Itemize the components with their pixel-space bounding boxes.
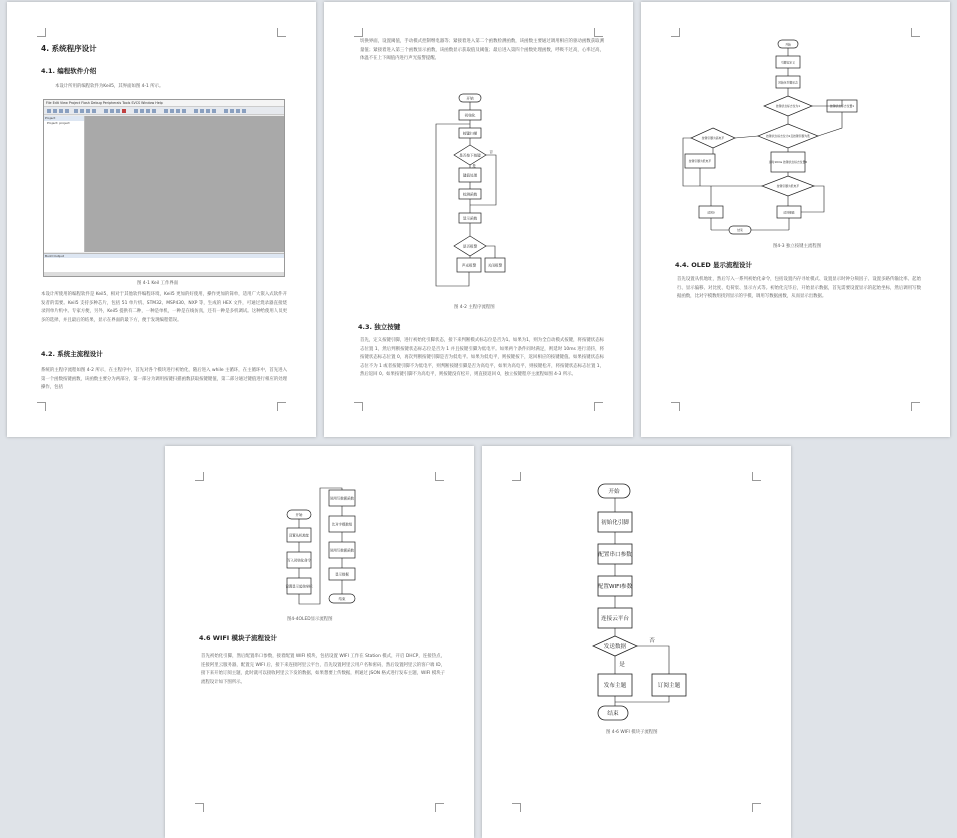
margin-mark <box>911 402 920 411</box>
document-page-1[interactable] <box>7 2 316 437</box>
flow-low-label: 按键引脚为低电平 <box>688 159 712 163</box>
paragraph: 首先设置从机地址，然后写入一系列初始化命令，包括设置内存寻址模式、设置显示时钟分频因子、设置多路传输比率、起始行、显示偏移、对比度、电荷泵、显示方式等。初始化完毕后，开始显示数据，首先需要设置显示的起始坐标，然后调用写数据函数，比对字模数组找到显示的字模，调用写数据函数，从而显示出数据。 <box>677 277 921 300</box>
document-page-4[interactable] <box>165 446 474 838</box>
flow-define-label: 引脚宏定义 <box>781 60 795 65</box>
flow-alarm-judge-label: 是否报警 <box>462 244 478 249</box>
flow-write-cmd-label: 写入初始化命令 <box>287 558 311 563</box>
flow-subscribe-label: 订阅主题 <box>657 683 681 689</box>
keil-editor-area <box>85 116 284 252</box>
keil-toolbar <box>44 107 284 115</box>
flow-compare-label: 比对字模数组 <box>331 522 353 527</box>
margin-mark <box>37 28 46 37</box>
flow-end-label: 结束 <box>607 711 619 717</box>
paragraph: 首先初始化引脚，然后配置串口参数，接着配置 WIFI 模块，包括设置 WIFI 工作在 Station 模式，开启 DHCP，连接热点，连接阿里云服务器，配置完 WIFI 后，接下来连接阿里云平台，首先设置阿里云用户名和密码，然后设置阿里云的客户端 ID，接下来开始订阅主题，此时就可以接收阿里云下发的数据，如果想要上传数据，则通过 JSON 格式进行发布主题，WIFI 模块子流程设计如下图所示。 <box>201 654 445 685</box>
flow-no-alarm-label: 关闭报警 <box>487 263 503 268</box>
margin-mark <box>195 803 204 812</box>
project-tree-item: Project: project <box>47 121 70 125</box>
flow-start-label: 开始 <box>785 42 791 47</box>
figure-caption: 图4-3 独立按键主流程图 <box>773 244 822 249</box>
flow-ret0-label: 返回0 <box>707 210 715 215</box>
flow-key-label: 按键扫描 <box>462 131 478 136</box>
heading-4-4: 4.4. OLED 显示流程设计 <box>675 261 753 269</box>
margin-mark <box>195 472 204 481</box>
flow-yes-label: 是 <box>619 662 625 668</box>
keil-screenshot <box>43 99 285 277</box>
figure-caption: 图 4-1 Keil 工作界面 <box>137 281 179 286</box>
keil-build-output <box>44 253 284 273</box>
paragraph: 首先，定义按键引脚，进行初始化引脚状态，接下来判断模式标志位是否为1。如果为1，则为全自动模式按键，将按键状态标志位置 1，然后判断按键状态标志位是否为 1 并且按键引脚为低电平。如果两个条件同时满足，则延时 10ms 进行消抖，将按键状态标志位置 0，再次判断按键引脚是否为低电平。如果为低电平，则按键按下，返回相应的按键键值。如果按键状态标志位不为 1 或者按键引脚不为低电平，则判断按键引脚是否为高电平，如果为高电平，则按键松开，将按键状态标志位置 1，然后返回 0。如果按键引脚不为高电平，则按键没有松开，则直接返回 0，独立按键程序主流程如图 4-3 所示。 <box>360 338 604 378</box>
margin-mark <box>594 402 603 411</box>
flow-mode-label: 按键状态标志位为1 <box>775 104 801 108</box>
paragraph: 本设计所使用的编程软件是 Keil5，相对于其他软件编程环境，Keil5 更加的好使用，操作更加的简单，适用广大嵌入式软件开发者的需要。Keil5 支持多种芯片，包括 51 单片机、STM32、MSP430、NXP 等，生成的 HEX 文件，可通过烧录器直接烧录到单片机中。专家方便，另外，Keil5 提供有二种，一种是单机，一种是在线仿真，还有一种是多机调试。这种给使用人员更多的选择，并且最后的结果，显示在界面的最下方，便于发现编程错误。 <box>41 292 287 323</box>
heading-4-2: 4.2. 系统主流程设计 <box>41 350 103 358</box>
flow-wifi-label: 配置WIFI参数 <box>597 584 633 590</box>
flow-judge-label: 是否按下按键 <box>459 153 481 158</box>
heading-section-4: 4. 系统程序设计 <box>41 44 97 53</box>
figure-caption: 图4-4OLED显示流程图 <box>287 617 333 622</box>
flow-init-pin-label: 初始化引脚 <box>601 520 629 526</box>
margin-mark <box>512 803 521 812</box>
flow-delay-label: 延时10ms 按键状态标志位置0 <box>768 160 808 164</box>
build-output-title: Build Output <box>44 254 284 258</box>
flow-set-pos-label: 设置显示起始坐标 <box>285 584 313 589</box>
flow-display-label: 显示函数 <box>462 216 478 221</box>
margin-mark <box>435 803 444 812</box>
margin-mark <box>752 803 761 812</box>
flow-publish-label: 发布主题 <box>603 683 627 689</box>
flow-no-label: 否 <box>649 638 655 644</box>
flow-send-label: 发送数据 <box>603 644 627 650</box>
project-panel-title: Project <box>44 116 84 121</box>
flow-init-label: 初始化 <box>464 113 476 118</box>
keil-menubar: File Edit View Project Flash Debug Peripherals Tools SVCS Window Help <box>44 100 284 107</box>
flow-key-proc-label: 键值处理 <box>462 173 478 178</box>
flow-both-label: 按键状态标志位为1且按键引脚为低 <box>766 134 810 138</box>
flow-uart-label: 配置串口参数 <box>598 552 632 558</box>
margin-mark <box>354 402 363 411</box>
paragraph: 本设计所用的编程软件为Keil5，其界面如图 4-1 所示。 <box>55 84 164 89</box>
flow-high-label: 按键引脚为高电平 <box>701 136 725 140</box>
margin-mark <box>594 28 603 37</box>
margin-mark <box>277 28 286 37</box>
heading-4-3: 4.3. 独立按键 <box>358 323 401 331</box>
figure-caption: 图 4-2 主程序流程图 <box>454 305 495 310</box>
flow-call-write-label: 调用写数据函数 <box>330 548 354 553</box>
flow-start-label: 开始 <box>608 489 620 495</box>
key-flowchart <box>641 36 950 246</box>
margin-mark <box>354 28 363 37</box>
main-flowchart <box>324 90 633 320</box>
margin-mark <box>277 402 286 411</box>
wifi-flowchart <box>482 480 791 740</box>
oled-flowchart <box>165 486 474 656</box>
heading-4-1: 4.1. 编程软件介绍 <box>41 67 97 75</box>
flow-show-label: 显示数据 <box>335 572 349 577</box>
document-page-3[interactable] <box>641 2 950 437</box>
figure-caption: 图 4-6 WIFI 模块子流程图 <box>606 730 658 735</box>
paragraph: 系统的主程序流程如图 4-2 所示，在主程序中，首先对各个模块进行初始化，随后进入 while 主循环，在主循环中，首先进入第一个函数按键函数，该函数主要分为两部分，第一部分为调用按键扫描函数获取按键键值，第二部分通过键值进行相应的处理操作，包括 <box>41 368 287 391</box>
flow-detect-label: 检测函数 <box>462 192 478 197</box>
flow-alarm-label: 声光报警 <box>461 263 477 268</box>
flow-set1-label: 按键状态标志位置1 <box>829 104 855 108</box>
margin-mark <box>435 472 444 481</box>
flow-end-label: 结束 <box>338 597 346 601</box>
flow-init-label: 初始化引脚状态 <box>778 80 798 85</box>
document-page-2[interactable] <box>324 2 633 437</box>
heading-4-6: 4.6 WIFI 模块子流程设计 <box>199 634 277 642</box>
document-page-5[interactable] <box>482 446 791 838</box>
flow-cloud-label: 连接云平台 <box>601 616 629 622</box>
flow-write-data-label: 调用写数据函数 <box>330 496 354 501</box>
keil-statusbar <box>44 272 284 276</box>
flow-low2-label: 按键引脚为低电平 <box>776 184 800 188</box>
flow-retkey-label: 返回键值 <box>783 210 795 215</box>
flow-start-label: 开始 <box>466 96 474 101</box>
margin-mark <box>671 402 680 411</box>
paragraph: 切换界面，设置阈值，手动模式控制继电器等；紧接着进入第二个函数检测函数，该函数主要通过调用相应的驱动函数获取测量值；紧接着进入第三个函数显示函数，该函数显示获取值及阈值；最后进入第四个函数处理函数，呼吸不过高，心率过高，体温不在上下阈值内进行声光报警提醒。 <box>360 39 604 62</box>
flow-start-label: 开始 <box>295 513 303 517</box>
keil-project-panel <box>44 116 85 252</box>
flow-no-label: 否 <box>489 150 493 154</box>
margin-mark <box>37 402 46 411</box>
flow-end-label: 结束 <box>737 228 743 232</box>
flow-yes-label: 是 <box>472 164 476 168</box>
flow-set-addr-label: 设置从机地址 <box>288 533 310 538</box>
